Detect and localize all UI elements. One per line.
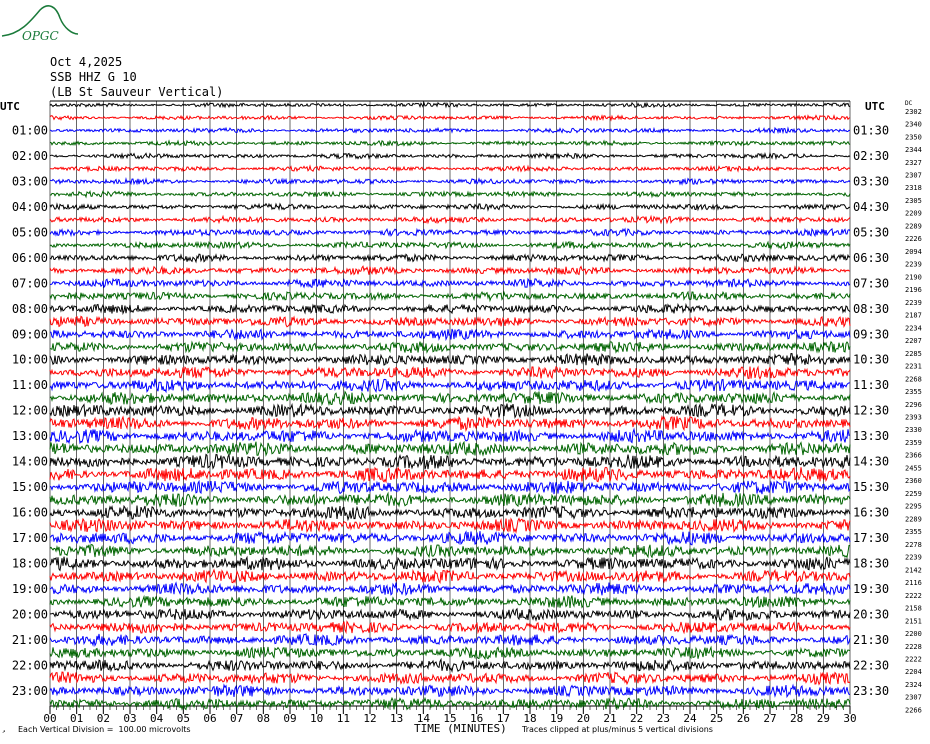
trace-offset-label: 2200 xyxy=(905,630,922,639)
right-hour-label: 22:30 xyxy=(853,658,890,673)
trace-offset-label: 2455 xyxy=(905,464,922,473)
trace-offset-label: 2296 xyxy=(905,400,922,409)
left-hour-label: 18:00 xyxy=(11,556,48,571)
x-tick-label: 29 xyxy=(816,712,830,725)
corner-mark: ↗ xyxy=(2,728,6,735)
trace-offset-label: 2116 xyxy=(905,579,922,588)
left-hour-label: 04:00 xyxy=(11,199,48,214)
trace-offset-label: 2285 xyxy=(905,349,922,358)
right-hour-label: 04:30 xyxy=(853,199,890,214)
trace-offset-label: 2278 xyxy=(905,540,922,549)
trace-offset-label: 2318 xyxy=(905,184,922,193)
record-date: Oct 4,2025 xyxy=(50,55,123,69)
right-hour-label: 03:30 xyxy=(853,174,890,189)
trace-offset-label: 2344 xyxy=(905,146,922,155)
left-hour-label: 14:00 xyxy=(11,454,48,469)
right-hour-label: 05:30 xyxy=(853,225,890,240)
left-hour-label: 23:00 xyxy=(11,683,48,698)
trace-offset-label: 2307 xyxy=(905,171,922,180)
trace-offset-label: 2330 xyxy=(905,426,922,435)
x-axis-label: TIME (MINUTES) xyxy=(414,722,507,735)
trace-offset-label: 2393 xyxy=(905,413,922,422)
left-hour-label: 06:00 xyxy=(11,250,48,265)
right-hour-label: 12:30 xyxy=(853,403,890,418)
trace-offset-label: 2327 xyxy=(905,158,922,167)
trace-offset-label: 2355 xyxy=(905,388,922,397)
trace-offset-label: 2266 xyxy=(905,706,922,715)
x-tick-label: 13 xyxy=(390,712,404,725)
trace-offset-label: 2340 xyxy=(905,120,922,129)
left-hour-label: 10:00 xyxy=(11,352,48,367)
trace-offset-label: 2289 xyxy=(905,222,922,231)
x-tick-label: 24 xyxy=(683,712,697,725)
trace-offset-label: 2239 xyxy=(905,260,922,269)
right-hour-label: 20:30 xyxy=(853,607,890,622)
trace-offset-label: 2204 xyxy=(905,668,922,677)
trace-offset-label: 2190 xyxy=(905,273,922,282)
right-hour-label: 07:30 xyxy=(853,276,890,291)
x-tick-label: 22 xyxy=(630,712,644,725)
trace-offset-label: 2226 xyxy=(905,235,922,244)
x-tick-label: 27 xyxy=(763,712,777,725)
right-hour-label: 14:30 xyxy=(853,454,890,469)
x-tick-label: 07 xyxy=(230,712,244,725)
x-tick-label: 17 xyxy=(496,712,510,725)
right-hour-label: 23:30 xyxy=(853,683,890,698)
trace-offset-label: 2324 xyxy=(905,680,922,689)
trace-offset-label: 2151 xyxy=(905,617,922,626)
x-tick-label: 05 xyxy=(176,712,190,725)
trace-offset-label: 2222 xyxy=(905,655,922,664)
right-hour-label: 19:30 xyxy=(853,582,890,596)
x-tick-label: 19 xyxy=(550,712,564,725)
left-hour-label: 22:00 xyxy=(11,658,48,673)
x-tick-label: 30 xyxy=(843,712,857,725)
left-hour-label: 09:00 xyxy=(11,327,48,342)
trace-offset-label: 2207 xyxy=(905,337,922,346)
right-hour-label: 18:30 xyxy=(853,556,890,571)
trace-offset-label: 2289 xyxy=(905,515,922,524)
trace-offset-label: 2268 xyxy=(905,375,922,384)
trace-offset-label: 2350 xyxy=(905,133,922,142)
x-tick-label: 18 xyxy=(523,712,537,725)
x-tick-label: 00 xyxy=(43,712,57,725)
left-hour-label: 15:00 xyxy=(11,480,48,495)
left-hour-label: 03:00 xyxy=(11,174,48,189)
trace-offset-label: 2295 xyxy=(905,502,922,511)
station-code: SSB HHZ G 10 xyxy=(50,70,137,84)
left-hour-label: 11:00 xyxy=(11,378,48,393)
right-hour-label: 02:30 xyxy=(853,148,890,163)
x-tick-label: 03 xyxy=(123,712,137,725)
trace-offset-label: 2228 xyxy=(905,642,922,651)
x-tick-label: 23 xyxy=(656,712,670,725)
left-hour-label: 12:00 xyxy=(11,403,48,418)
x-tick-label: 25 xyxy=(710,712,724,725)
x-tick-label: 26 xyxy=(736,712,750,725)
left-hour-label: 07:00 xyxy=(11,276,48,291)
left-axis-label: UTC xyxy=(0,100,20,113)
trace-offset-label: 2360 xyxy=(905,477,922,486)
left-hour-label: 01:00 xyxy=(11,123,48,138)
right-hour-label: 06:30 xyxy=(853,250,890,265)
trace-offset-label: 2158 xyxy=(905,604,922,613)
clip-note: Traces clipped at plus/minus 5 vertical divisions xyxy=(522,725,713,734)
trace-offset-label: 2209 xyxy=(905,209,922,218)
left-hour-label: 02:00 xyxy=(11,148,48,163)
right-hour-label: 01:30 xyxy=(853,123,890,138)
right-hour-label: 17:30 xyxy=(853,531,890,546)
right-hour-label: 16:30 xyxy=(853,505,890,520)
trace-offset-label: 2355 xyxy=(905,528,922,537)
logo-text: OPGC xyxy=(22,29,59,43)
right-hour-label: 11:30 xyxy=(853,378,890,393)
trace-offset-label: 2239 xyxy=(905,553,922,562)
left-hour-label: 20:00 xyxy=(11,607,48,622)
left-hour-label: 19:00 xyxy=(11,582,48,596)
left-hour-label: 05:00 xyxy=(11,225,48,240)
station-location: (LB St Sauveur Vertical) xyxy=(50,85,224,99)
x-tick-label: 02 xyxy=(96,712,110,725)
trace-offset-label: 2366 xyxy=(905,451,922,460)
trace-offset-label: 2142 xyxy=(905,566,922,575)
x-tick-label: 06 xyxy=(203,712,217,725)
right-hour-label: 15:30 xyxy=(853,480,890,495)
trace-offset-label: 2359 xyxy=(905,438,922,447)
x-tick-label: 09 xyxy=(283,712,297,725)
right-hour-label: 09:30 xyxy=(853,327,890,342)
left-hour-label: 21:00 xyxy=(11,632,48,647)
scale-note: Each Vertical Division = 100.00 microvolts xyxy=(18,725,191,734)
x-tick-label: 04 xyxy=(150,712,164,725)
x-tick-label: 15 xyxy=(443,712,457,725)
right-hour-label: 13:30 xyxy=(853,429,890,444)
x-tick-label: 16 xyxy=(470,712,484,725)
x-tick-label: 12 xyxy=(363,712,377,725)
x-tick-label: 21 xyxy=(603,712,617,725)
trace-offset-label: 2187 xyxy=(905,311,922,320)
trace-offset-label: 2234 xyxy=(905,324,922,333)
trace-offset-label: 2305 xyxy=(905,196,922,205)
trace-offset-label: 2094 xyxy=(905,247,922,256)
x-tick-label: 14 xyxy=(416,712,430,725)
trace-offset-label: 2231 xyxy=(905,362,922,371)
left-hour-label: 13:00 xyxy=(11,429,48,444)
x-tick-label: 28 xyxy=(790,712,804,725)
trace-offset-label: 2196 xyxy=(905,286,922,295)
trace-offset-label: 2259 xyxy=(905,489,922,498)
left-hour-label: 17:00 xyxy=(11,531,48,546)
x-tick-label: 01 xyxy=(70,712,84,725)
right-hour-label: 21:30 xyxy=(853,632,890,647)
trace-offset-label: 2222 xyxy=(905,591,922,600)
x-tick-label: 11 xyxy=(336,712,350,725)
x-tick-label: 20 xyxy=(576,712,590,725)
x-tick-label: 08 xyxy=(256,712,270,725)
left-hour-label: 08:00 xyxy=(11,301,48,316)
right-axis-label: UTC xyxy=(865,100,885,113)
right-header-label: DC xyxy=(905,100,913,107)
right-hour-label: 10:30 xyxy=(853,352,890,367)
trace-offset-label: 2239 xyxy=(905,298,922,307)
x-tick-label: 10 xyxy=(310,712,324,725)
left-hour-label: 16:00 xyxy=(11,505,48,520)
trace-offset-label: 2302 xyxy=(905,107,922,116)
right-hour-label: 08:30 xyxy=(853,301,890,316)
trace-offset-label: 2307 xyxy=(905,693,922,702)
